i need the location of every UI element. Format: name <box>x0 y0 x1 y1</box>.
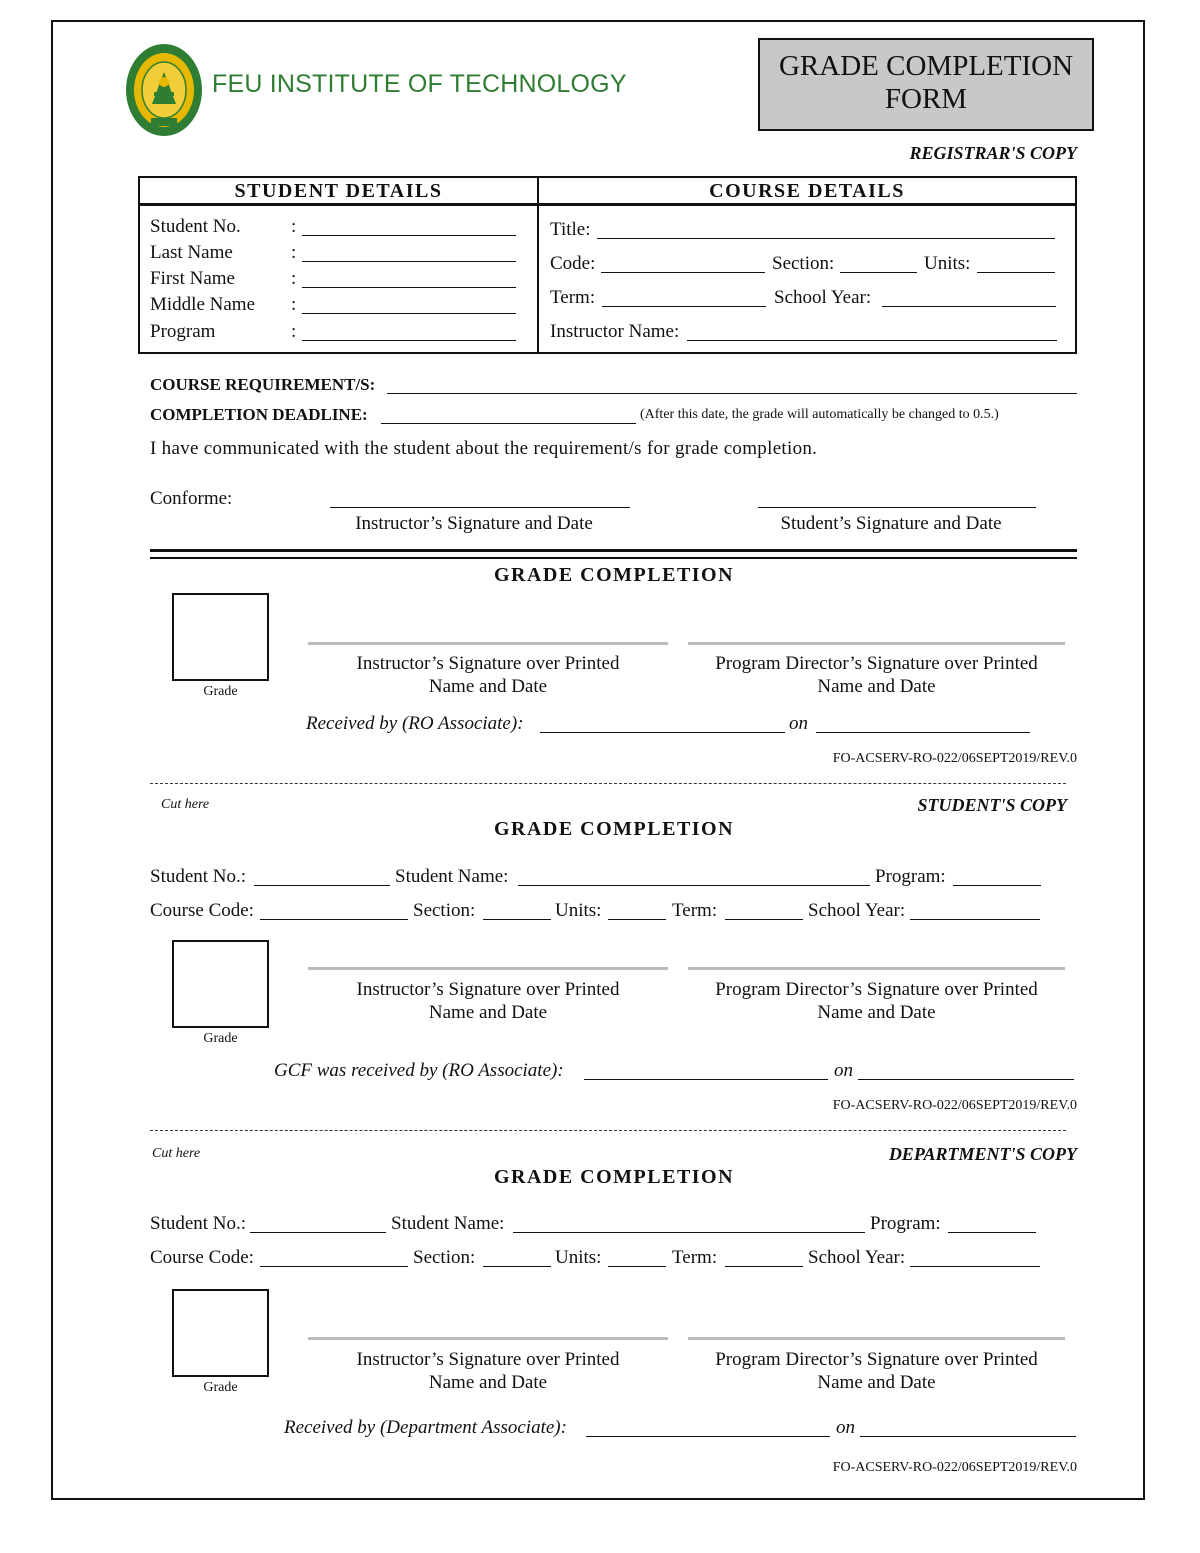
first-name-label: First Name <box>150 268 235 289</box>
cut-here-label: Cut here <box>161 797 210 812</box>
school-year-field[interactable] <box>910 1266 1040 1267</box>
program-director-signature-line[interactable] <box>688 1337 1065 1340</box>
grade-box[interactable] <box>172 1289 269 1377</box>
program-field[interactable] <box>948 1232 1036 1233</box>
communication-statement: I have communicated with the student about the requirement/s for grade completion. <box>150 438 818 459</box>
grade-completion-heading: GRADE COMPLETION <box>493 1166 735 1188</box>
school-year-field[interactable] <box>910 919 1040 920</box>
instructor-signature-caption-2: Name and Date <box>428 676 548 697</box>
on-label: on <box>789 713 808 734</box>
details-column-divider <box>537 176 539 354</box>
department-copy-label: DEPARTMENT'S COPY <box>888 1144 1077 1164</box>
instructor-signature-caption-1: Instructor’s Signature over Printed <box>356 653 620 674</box>
received-by-field[interactable] <box>584 1079 828 1080</box>
deadline-note: (After this date, the grade will automatically be changed to 0.5.) <box>640 407 999 422</box>
course-code-label: Course Code: <box>150 900 254 921</box>
instructor-signature-line[interactable] <box>308 642 668 645</box>
first-name-field[interactable] <box>302 287 516 288</box>
course-school-year-field[interactable] <box>882 306 1056 307</box>
last-name-label: Last Name <box>150 242 233 263</box>
institution-seal-icon <box>124 42 204 138</box>
program-director-caption-2: Name and Date <box>817 1372 936 1393</box>
student-no-label: Student No.: <box>150 866 247 887</box>
school-year-label: School Year: <box>808 1247 906 1268</box>
conforme-label: Conforme: <box>150 488 233 509</box>
section-label: Section: <box>413 1247 476 1268</box>
completion-deadline-field[interactable] <box>381 423 636 424</box>
units-label: Units: <box>555 1247 602 1268</box>
student-no-field[interactable] <box>254 885 390 886</box>
units-label: Units: <box>555 900 602 921</box>
cut-line <box>150 1130 1066 1131</box>
units-field[interactable] <box>608 1266 666 1267</box>
received-by-label: GCF was received by (RO Associate): <box>274 1060 564 1081</box>
program-director-caption-2: Name and Date <box>817 1002 936 1023</box>
course-requirement-label: COURSE REQUIREMENT/S: <box>150 375 376 394</box>
grade-label: Grade <box>203 1031 238 1046</box>
grade-completion-heading: GRADE COMPLETION <box>493 818 735 840</box>
course-term-label: Term: <box>550 287 596 308</box>
program-label: Program: <box>870 1213 941 1234</box>
instructor-name-label: Instructor Name: <box>550 321 680 342</box>
form-code: FO-ACSERV-RO-022/06SEPT2019/REV.0 <box>832 1098 1077 1113</box>
course-code-field[interactable] <box>260 1266 408 1267</box>
on-label: on <box>836 1417 855 1438</box>
student-name-label: Student Name: <box>391 1213 505 1234</box>
course-code-field[interactable] <box>260 919 408 920</box>
middle-name-field[interactable] <box>302 313 516 314</box>
program-director-signature-line[interactable] <box>688 967 1065 970</box>
program-director-caption-1: Program Director’s Signature over Printed <box>715 979 1038 1000</box>
received-date-field[interactable] <box>858 1079 1074 1080</box>
cut-line <box>150 783 1066 784</box>
student-name-label: Student Name: <box>395 866 509 887</box>
course-units-field[interactable] <box>977 272 1055 273</box>
grade-label: Grade <box>203 1380 238 1395</box>
units-field[interactable] <box>608 919 666 920</box>
course-term-field[interactable] <box>602 306 766 307</box>
colon: : <box>291 216 297 237</box>
received-date-field[interactable] <box>860 1436 1076 1437</box>
student-conforme-signature-line[interactable] <box>758 507 1036 508</box>
term-field[interactable] <box>725 919 803 920</box>
student-copy-label: STUDENT'S COPY <box>917 795 1067 815</box>
institution-name: FEU INSTITUTE OF TECHNOLOGY <box>212 70 627 98</box>
form-title-box <box>758 38 1094 131</box>
received-by-field[interactable] <box>586 1436 830 1437</box>
program-director-caption-1: Program Director’s Signature over Printed <box>715 653 1038 674</box>
cut-here-label: Cut here <box>152 1146 201 1161</box>
course-code-label: Code: <box>550 253 596 274</box>
received-by-field[interactable] <box>540 732 785 733</box>
form-title-line2: FORM <box>884 83 968 115</box>
instructor-signature-caption-1: Instructor’s Signature over Printed <box>356 1349 620 1370</box>
section-divider-thick <box>150 549 1077 559</box>
section-field[interactable] <box>483 1266 551 1267</box>
details-header-divider <box>138 203 1077 206</box>
instructor-signature-caption-1: Instructor’s Signature over Printed <box>356 979 620 1000</box>
program-label: Program: <box>875 866 946 887</box>
course-units-label: Units: <box>924 253 971 274</box>
course-code-label: Course Code: <box>150 1247 254 1268</box>
program-director-caption-1: Program Director’s Signature over Printed <box>715 1349 1038 1370</box>
grade-completion-heading: GRADE COMPLETION <box>493 564 735 586</box>
instructor-signature-line[interactable] <box>308 1337 668 1340</box>
term-label: Term: <box>672 1247 718 1268</box>
last-name-field[interactable] <box>302 261 516 262</box>
student-name-field[interactable] <box>513 1232 865 1233</box>
form-code: FO-ACSERV-RO-022/06SEPT2019/REV.0 <box>832 1460 1077 1475</box>
section-field[interactable] <box>483 919 551 920</box>
course-title-field[interactable] <box>597 238 1055 239</box>
colon: : <box>291 242 297 263</box>
student-no-field[interactable] <box>302 235 516 236</box>
grade-box[interactable] <box>172 593 269 681</box>
grade-label: Grade <box>203 684 238 699</box>
student-signature-date-caption: Student’s Signature and Date <box>780 513 1002 534</box>
instructor-name-field[interactable] <box>687 340 1057 341</box>
course-section-field[interactable] <box>840 272 917 273</box>
course-section-label: Section: <box>772 253 835 274</box>
colon: : <box>291 321 297 342</box>
colon: : <box>291 294 297 315</box>
program-director-caption-2: Name and Date <box>817 676 936 697</box>
term-field[interactable] <box>725 1266 803 1267</box>
student-details-heading: STUDENT DETAILS <box>234 180 443 202</box>
section-label: Section: <box>413 900 476 921</box>
instructor-signature-caption-2: Name and Date <box>428 1002 548 1023</box>
student-no-field[interactable] <box>250 1232 386 1233</box>
completion-deadline-label: COMPLETION DEADLINE: <box>150 405 368 424</box>
course-code-field[interactable] <box>601 272 765 273</box>
instructor-signature-date-caption: Instructor’s Signature and Date <box>355 513 593 534</box>
form-title-line1: GRADE COMPLETION <box>778 50 1074 82</box>
instructor-signature-caption-2: Name and Date <box>428 1372 548 1393</box>
student-name-field[interactable] <box>518 885 870 886</box>
colon: : <box>291 268 297 289</box>
student-no-label: Student No. <box>150 216 241 237</box>
course-requirement-field[interactable] <box>387 393 1077 394</box>
middle-name-label: Middle Name <box>150 294 256 315</box>
instructor-signature-line[interactable] <box>308 967 668 970</box>
on-label: on <box>834 1060 853 1081</box>
course-title-label: Title: <box>550 219 591 240</box>
program-field[interactable] <box>302 340 516 341</box>
received-by-label: Received by (Department Associate): <box>284 1417 567 1438</box>
course-school-year-label: School Year: <box>774 287 872 308</box>
grade-box[interactable] <box>172 940 269 1028</box>
program-label: Program <box>150 321 216 342</box>
school-year-label: School Year: <box>808 900 906 921</box>
registrar-copy-label: REGISTRAR'S COPY <box>909 143 1077 163</box>
program-field[interactable] <box>953 885 1041 886</box>
term-label: Term: <box>672 900 718 921</box>
received-date-field[interactable] <box>816 732 1030 733</box>
course-details-heading: COURSE DETAILS <box>709 180 905 202</box>
received-by-label: Received by (RO Associate): <box>306 713 524 734</box>
student-no-label: Student No.: <box>150 1213 247 1234</box>
program-director-signature-line[interactable] <box>688 642 1065 645</box>
form-code: FO-ACSERV-RO-022/06SEPT2019/REV.0 <box>832 751 1077 766</box>
instructor-conforme-signature-line[interactable] <box>330 507 630 508</box>
